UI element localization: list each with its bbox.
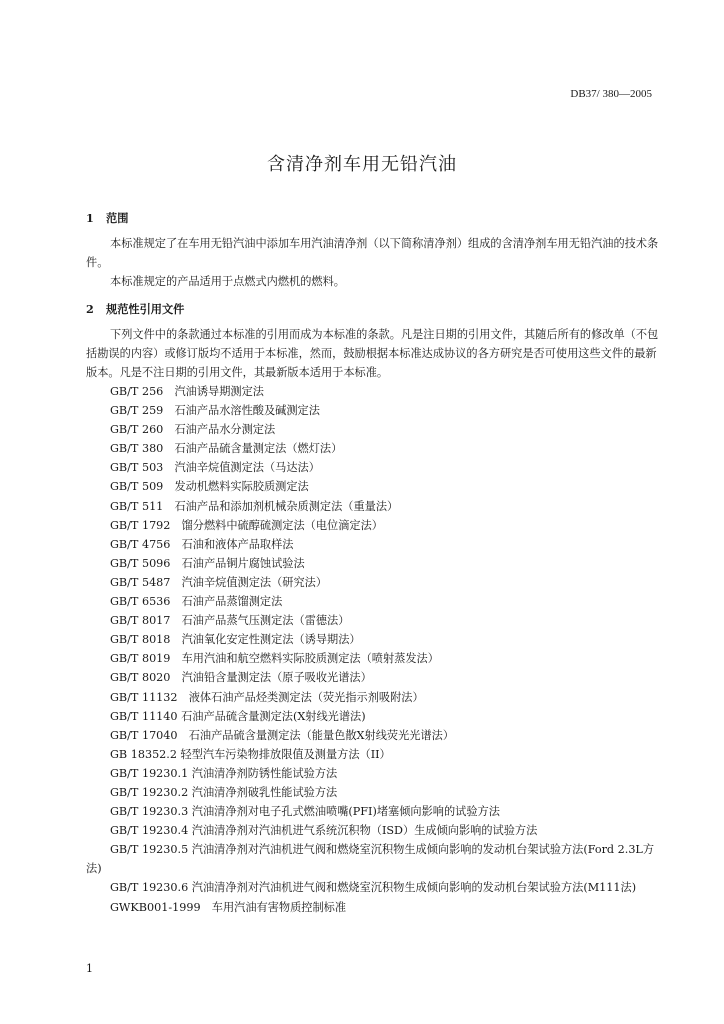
document-title: 含清净剂车用无铅汽油 [267,154,457,175]
reference-item: GB/T 256 汽油诱导期测定法 [110,385,264,398]
section-number: 1 [86,211,94,225]
reference-list [86,382,660,917]
section-heading-scope [86,210,660,226]
reference-item: GB/T 19230.2 汽油清净剂破乳性能试验方法 [110,785,338,799]
reference-item: GWKB001-1999 车用汽油有害物质控制标准 [110,900,347,914]
page-number: 1 [86,962,93,975]
section-number: 2 [86,302,94,316]
reference-item: GB/T 259 石油产品水溶性酸及碱测定法 [110,404,320,418]
reference-item: GB/T 1792 馏分燃料中硫醇硫测定法（电位滴定法） [110,518,383,532]
section-title: 范围 [106,211,129,225]
document-code: DB37/ 380—2005 [570,88,652,100]
reference-item: GB/T 503 汽油辛烷值测定法（马达法） [110,461,320,475]
reference-item: GB/T 19230.4 汽油清净剂对汽油机进气系统沉积物（ISD）生成倾向影响的试验方法 [110,824,538,838]
reference-item: GB/T 4756 石油和液体产品取样法 [110,537,294,551]
reference-item: GB/T 6536 石油产品蒸馏测定法 [110,595,283,609]
reference-item: GB/T 17040 石油产品硫含量测定法（能量色散X射线荧光光谱法） [110,728,455,742]
reference-item: GB/T 380 石油产品硫含量测定法（燃灯法） [110,442,343,456]
section-title: 规范性引用文件 [106,302,185,316]
reference-item: GB/T 11140 石油产品硫含量测定法(X射线光谱法) [110,709,366,723]
document-body [86,210,660,917]
reference-item: GB/T 260 石油产品水分测定法 [110,423,276,437]
reference-item: GB/T 8020 汽油铅含量测定法（原子吸收光谱法） [110,671,372,685]
reference-item: GB/T 19230.1 汽油清净剂防锈性能试验方法 [110,766,338,780]
references-intro: 下列文件中的条款通过本标准的引用而成为本标准的条款。凡是注日期的引用文件，其随后所有的修改单（不包括勘误的内容）或修订版均不适用于本标准，然而，鼓励根据本标准达成协议的各方研究是否可使用这些文件的最新版本。凡是不注日期的引用文件，其最新版本适用于本标准。 [86,328,659,379]
reference-item: GB/T 5487 汽油辛烷值测定法（研究法） [110,575,328,589]
reference-item: GB/T 8017 石油产品蒸气压测定法（雷德法） [110,614,350,628]
scope-paragraph: 本标准规定的产品适用于点燃式内燃机的燃料。 [110,275,345,288]
scope-paragraph: 本标准规定了在车用无铅汽油中添加车用汽油清净剂（以下简称清净剂）组成的含清净剂车用无铅汽油的技术条件。 [86,237,659,269]
reference-item: GB/T 5096 石油产品铜片腐蚀试验法 [110,556,305,570]
reference-item: GB/T 511 石油产品和添加剂机械杂质测定法（重量法） [110,499,399,513]
reference-item: GB/T 19230.6 汽油清净剂对汽油机进气阀和燃烧室沉积物生成倾向影响的发动机台架试验方法(M111法) [110,881,637,895]
reference-item: GB/T 19230.5 汽油清净剂对汽油机进气阀和燃烧室沉积物生成倾向影响的发动机台架试验方法(Ford 2.3L方法) [86,843,655,876]
reference-item: GB/T 11132 液体石油产品烃类测定法（荧光指示剂吸附法） [110,690,424,704]
reference-item: GB 18352.2 轻型汽车污染物排放限值及测量方法（II） [110,747,391,761]
reference-item: GB/T 19230.3 汽油清净剂对电子孔式燃油喷嘴(PFI)堵塞倾向影响的试验方法 [110,805,500,819]
reference-item: GB/T 8019 车用汽油和航空燃料实际胶质测定法（喷射蒸发法） [110,652,439,666]
section-heading-references [86,301,660,317]
reference-item: GB/T 509 发动机燃料实际胶质测定法 [110,480,309,494]
reference-item: GB/T 8018 汽油氧化安定性测定法（诱导期法） [110,633,361,647]
